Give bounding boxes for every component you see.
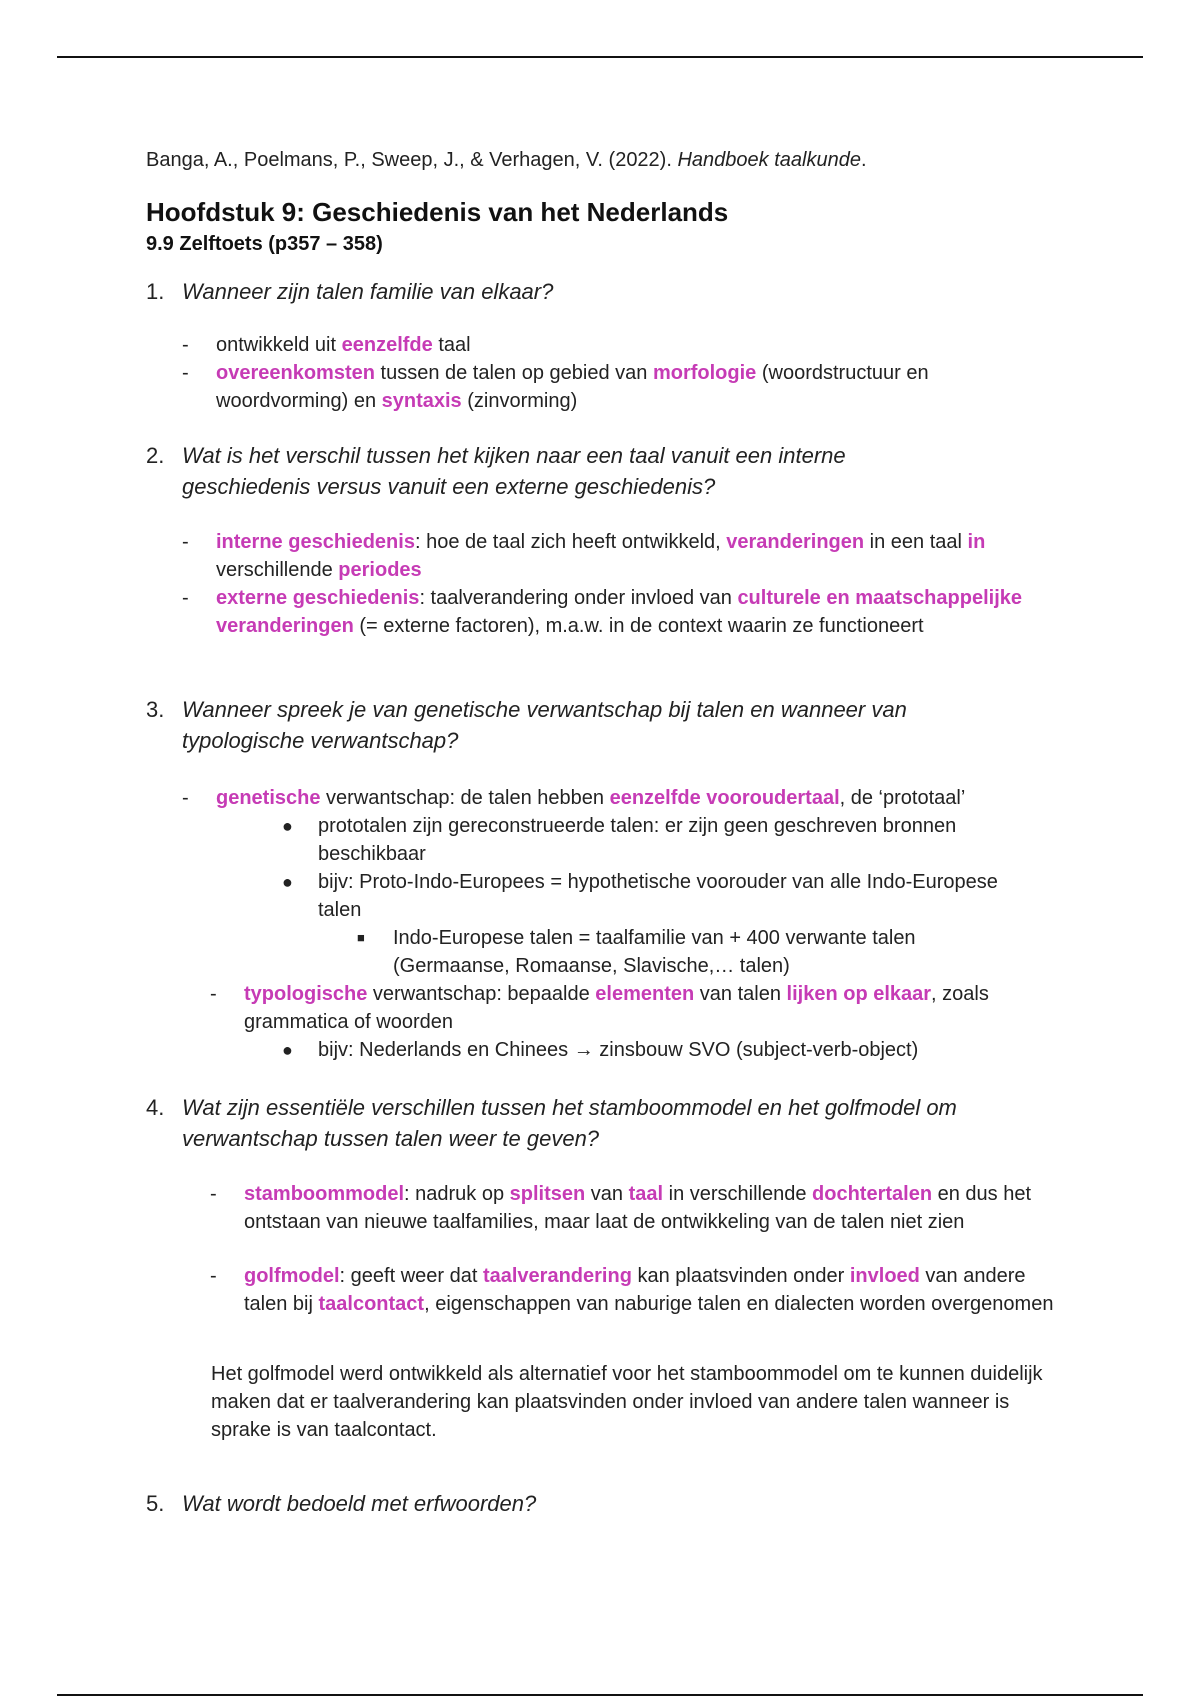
dash-marker: - xyxy=(182,334,189,356)
question-text: Wat wordt bedoeld met erfwoorden? xyxy=(182,1491,537,1516)
citation-end: . xyxy=(860,149,867,171)
question-text: Wat is het verschil tussen het kijken naar een taal vanuit een interne geschiedenis versus vanuit een externe geschiedenis? xyxy=(182,443,846,499)
question-1 xyxy=(146,276,1062,307)
question-number: 4. xyxy=(146,1095,165,1120)
bullet-marker: ● xyxy=(282,816,293,836)
dash-marker: - xyxy=(210,1265,217,1287)
bullet-text: prototalen zijn gereconstrueerde talen: er zijn geen geschreven bronnen beschikbaar xyxy=(318,815,957,865)
question-text: Wanneer zijn talen familie van elkaar? xyxy=(182,279,554,304)
answer-text: externe geschiedenis: taalverandering onder invloed van culturele en maatschappelijke veranderingen (= externe factoren), m.a.w. in de context waarin ze functioneert xyxy=(216,587,1022,637)
answer-text: ontwikkeld uit eenzelfde taal xyxy=(216,334,471,356)
answer-item xyxy=(210,1180,1060,1236)
square-marker: ■ xyxy=(357,930,365,945)
question-number: 2. xyxy=(146,443,165,468)
bottom-rule xyxy=(57,1694,1143,1696)
answer-item xyxy=(182,359,1042,415)
chapter-title: Hoofdstuk 9: Geschiedenis van het Nederlands xyxy=(146,197,729,227)
bullet-item xyxy=(282,868,1002,924)
answer-item xyxy=(210,980,1060,1036)
dash-marker: - xyxy=(182,587,189,609)
bullet-marker: ● xyxy=(282,1040,293,1060)
question-number: 1. xyxy=(146,279,165,304)
answer-item xyxy=(182,331,1042,359)
dash-marker: - xyxy=(182,362,189,384)
bullet-marker: ● xyxy=(282,872,293,892)
answer-text: golfmodel: geeft weer dat taalverandering kan plaatsvinden onder invloed van andere talen bij taalcontact, eigenschappen van naburige talen en dialecten worden overgenomen xyxy=(244,1265,1054,1315)
top-rule xyxy=(57,56,1143,58)
question-number: 5. xyxy=(146,1491,165,1516)
bullet-item xyxy=(282,812,1022,868)
dash-marker: - xyxy=(210,1183,217,1205)
bullet-text: Indo-Europese talen = taalfamilie van + 400 verwante talen (Germaanse, Romaanse, Slavische,… talen) xyxy=(393,927,916,977)
answer-text: interne geschiedenis: hoe de taal zich heeft ontwikkeld, veranderingen in een taal in verschillende periodes xyxy=(216,531,986,581)
answer-item xyxy=(182,584,1042,640)
question-4 xyxy=(146,1092,1042,1154)
question-2 xyxy=(146,440,942,502)
dash-marker: - xyxy=(182,531,189,553)
bullet-item xyxy=(282,1036,1042,1064)
question-5 xyxy=(146,1488,1062,1519)
answer-text: overeenkomsten tussen de talen op gebied van morfologie (woordstructuur en woordvorming) en syntaxis (zinvorming) xyxy=(216,362,929,412)
answer-text: typologische verwantschap: bepaalde elementen van talen lijken op elkaar, zoals grammatica of woorden xyxy=(244,983,989,1033)
question-number: 3. xyxy=(146,697,165,722)
section-title: 9.9 Zelftoets (p357 – 358) xyxy=(146,233,383,255)
answer-text: genetische verwantschap: de talen hebben eenzelfde vooroudertaal, de ‘prototaal’ xyxy=(216,787,966,809)
bullet-text: bijv: Nederlands en Chinees → zinsbouw SVO (subject-verb-object) xyxy=(318,1039,919,1061)
question-text: Wanneer spreek je van genetische verwantschap bij talen en wanneer van typologische verwantschap? xyxy=(182,697,907,753)
explanation-paragraph: Het golfmodel werd ontwikkeld als alternatief voor het stamboommodel om te kunnen duidelijk maken dat er taalverandering kan plaatsvinden onder invloed van andere talen wanneer is sprake is van taalcontact. xyxy=(211,1363,1043,1441)
answer-text: stamboommodel: nadruk op splitsen van taal in verschillende dochtertalen en dus het ontstaan van nieuwe taalfamilies, maar laat de ontwikkeling van de talen niet zien xyxy=(244,1183,1032,1233)
answer-item xyxy=(182,528,1042,584)
dash-marker: - xyxy=(182,787,189,809)
bullet-text: bijv: Proto-Indo-Europees = hypothetische voorouder van alle Indo-Europese talen xyxy=(318,871,998,921)
citation-authors: Banga, A., Poelmans, P., Sweep, J., & Verhagen, V. (2022). xyxy=(146,149,678,171)
question-text: Wat zijn essentiële verschillen tussen het stamboommodel en het golfmodel om verwantschap tussen talen weer te geven? xyxy=(182,1095,957,1151)
dash-marker: - xyxy=(210,983,217,1005)
answer-item xyxy=(210,1262,1060,1318)
citation-book-title: Handboek taalkunde xyxy=(677,149,861,171)
sub-bullet-item xyxy=(357,924,997,980)
answer-item xyxy=(182,784,1062,812)
citation xyxy=(146,146,867,174)
question-3 xyxy=(146,694,982,756)
